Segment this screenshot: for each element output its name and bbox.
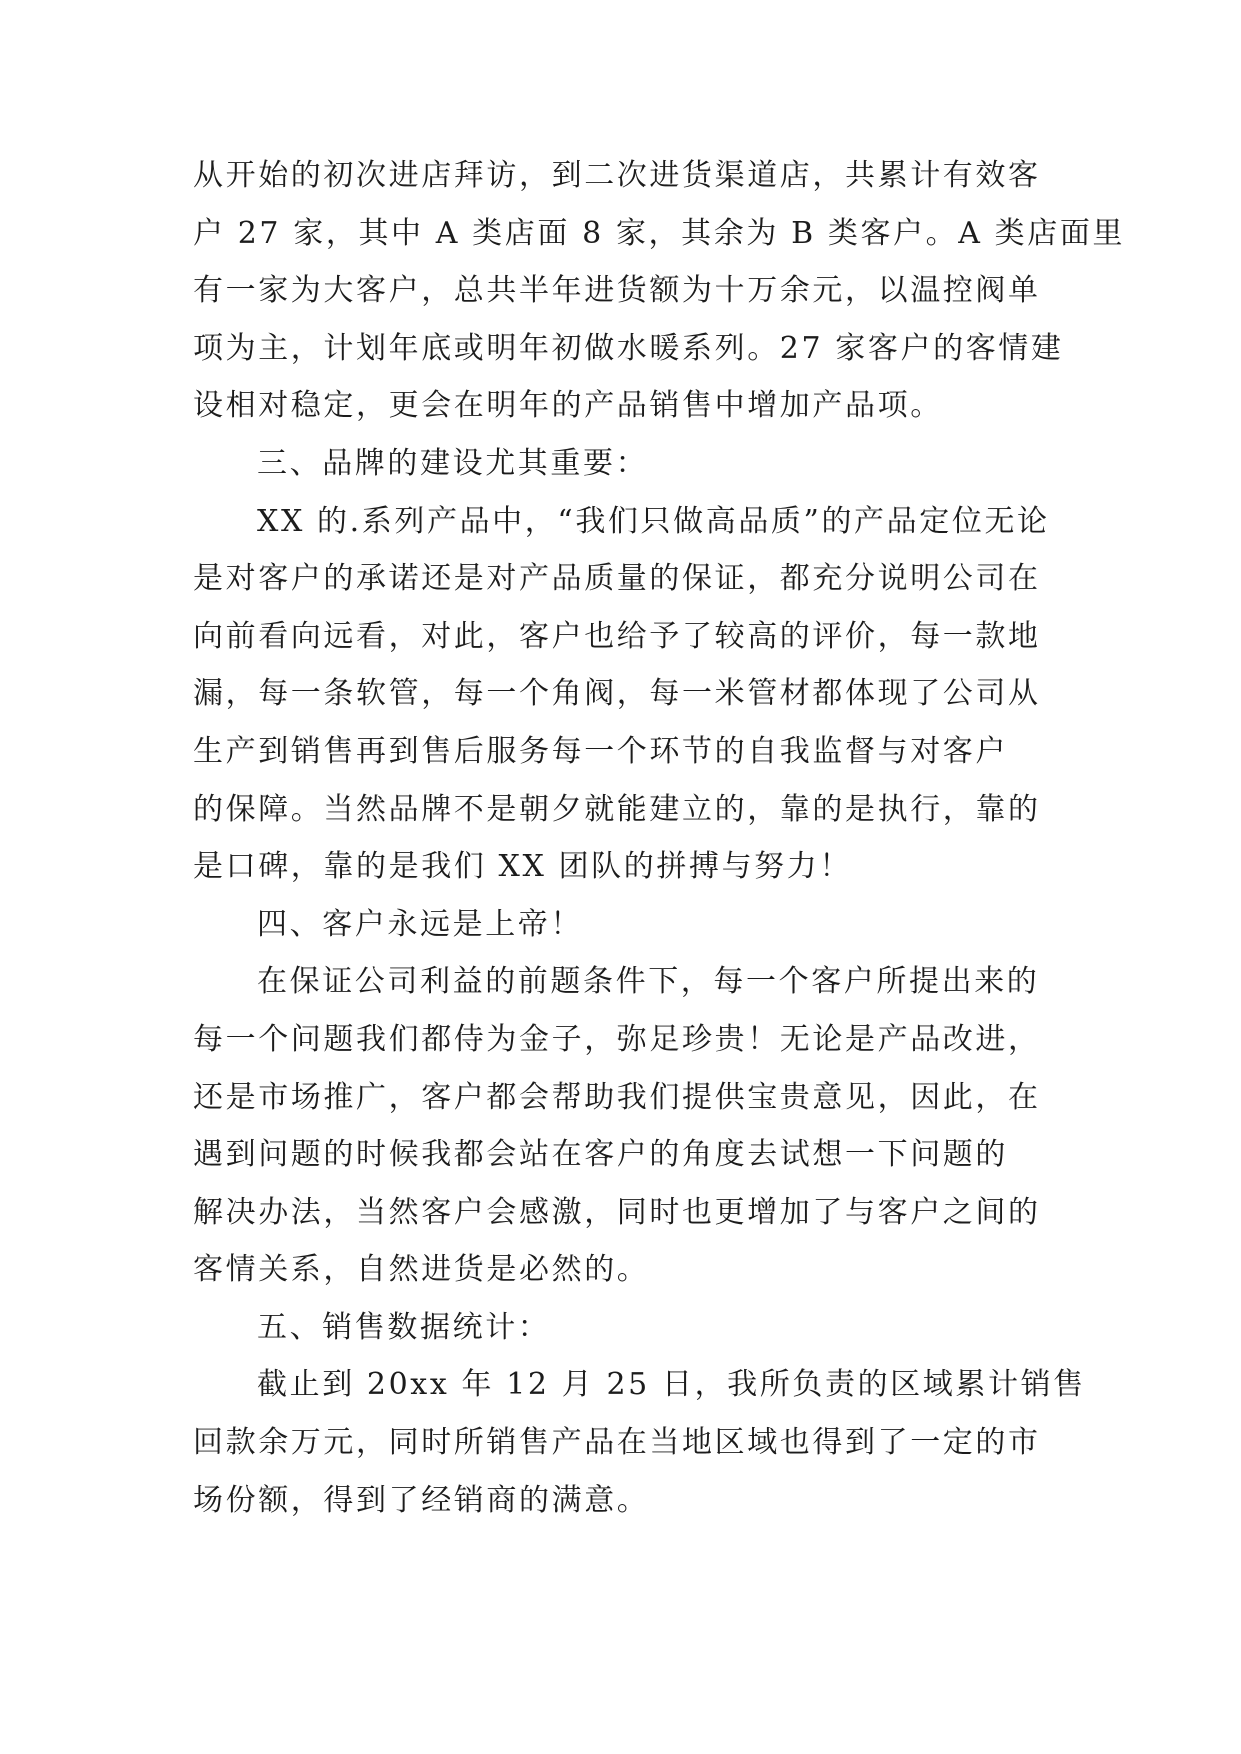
- text-line: 是口碑，靠的是我们 XX 团队的拼搏与努力！: [193, 849, 852, 885]
- heading-text: 四、客户永远是上帝！: [257, 906, 583, 942]
- text-line: 遇到问题的时候我都会站在客户的角度去试想一下问题的: [193, 1137, 1008, 1173]
- text-line: 漏，每一条软管，每一个角阀，每一米管材都体现了公司从: [193, 676, 1041, 712]
- text-line: 每一个问题我们都侍为金子，弥足珍贵！无论是产品改进，: [193, 1021, 1041, 1057]
- text-line: 还是市场推广，客户都会帮助我们提供宝贵意见，因此，在: [193, 1079, 1041, 1115]
- text-line: 场份额，得到了经销商的满意。: [193, 1482, 650, 1518]
- text-line: 是对客户的承诺还是对产品质量的保证，都充分说明公司在: [193, 561, 1041, 597]
- text-line: XX 的.系列产品中，“我们只做高品质”的产品定位无论: [257, 503, 1050, 539]
- paragraph-sales: [193, 1356, 1086, 1529]
- section-heading-customer: [193, 896, 1055, 954]
- paragraph-customers: [193, 147, 1126, 435]
- text-line: 客情关系，自然进货是必然的。: [193, 1252, 650, 1288]
- text-line: 的保障。当然品牌不是朝夕就能建立的，靠的是执行，靠的: [193, 791, 1041, 827]
- text-line: 在保证公司利益的前题条件下，每一个客户所提出来的: [257, 964, 1040, 1000]
- text-line: 有一家为大客户，总共半年进货额为十万余元，以温控阀单: [193, 273, 1041, 309]
- text-line: 回款余万元，同时所销售产品在当地区域也得到了一定的市: [193, 1425, 1041, 1461]
- text-line: 向前看向远看，对此，客户也给予了较高的评价，每一款地: [193, 618, 1041, 654]
- text-line: 解决办法，当然客户会感激，同时也更增加了与客户之间的: [193, 1194, 1041, 1230]
- paragraph-brand: [193, 493, 1055, 896]
- text-line: 户 27 家，其中 A 类店面 8 家，其余为 B 类客户。A 类店面里: [193, 215, 1126, 251]
- text-line: 项为主，计划年底或明年初做水暖系列。27 家客户的客情建: [193, 330, 1064, 366]
- text-line: 截止到 20xx 年 12 月 25 日，我所负责的区域累计销售: [257, 1367, 1086, 1403]
- text-line: 设相对稳定，更会在明年的产品销售中增加产品项。: [193, 388, 943, 424]
- heading-text: 五、销售数据统计：: [257, 1309, 551, 1345]
- text-line: 生产到销售再到售后服务每一个环节的自我监督与对客户: [193, 733, 1008, 769]
- paragraph-customer: [193, 953, 1055, 1299]
- section-heading-brand: [193, 435, 1055, 493]
- text-line: 从开始的初次进店拜访，到二次进货渠道店，共累计有效客: [193, 158, 1041, 193]
- document-body: [193, 147, 1126, 1529]
- heading-text: 三、品牌的建设尤其重要：: [257, 445, 649, 481]
- section-heading-sales: [193, 1299, 1055, 1357]
